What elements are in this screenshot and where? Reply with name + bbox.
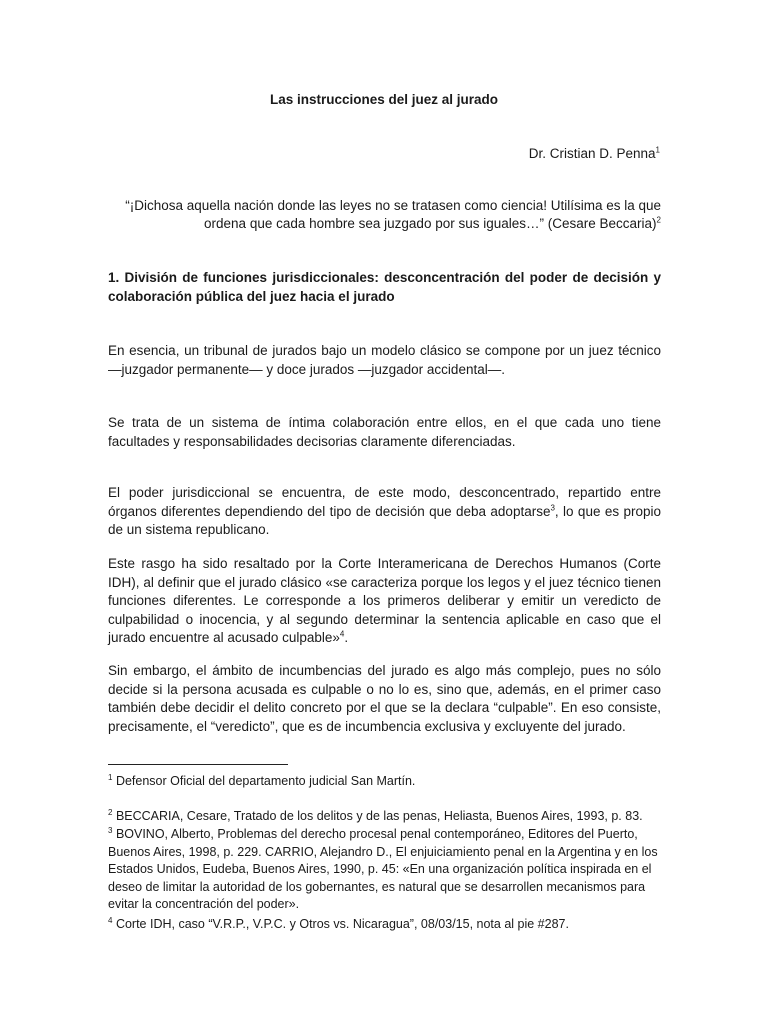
- footnote-number: 3: [108, 825, 113, 835]
- paragraph-tail: , lo que es propio de un sistema republicano.: [108, 503, 661, 537]
- paragraph-text: Sin embargo, el ámbito de incumbencias del jurado es algo más complejo, pues no sólo decide si la persona acusada es culpable o no lo es, sino que, además, en el primer caso también debe decidir el delito concreto por el que se la declara “culpable”. En eso consiste, precisamente, el “veredicto”, que es de incumbencia exclusiva y excluyente del jurado.: [108, 663, 661, 734]
- footnote-4: [108, 916, 661, 934]
- author-line: [529, 146, 660, 161]
- footnote-number: 1: [108, 772, 113, 782]
- paragraph-text: Este rasgo ha sido resaltado por la Corte Interamericana de Derechos Humanos (Corte IDH), al definir que el jurado clásico «se caracteriza porque los legos y el juez técnico tienen funciones diferentes. Le corresponde a los primeros deliberar y emitir un veredicto de culpabilidad o inocencia, y al segundo determinar la sentencia aplicable en caso que el jurado encuentre al acusado culpable»: [108, 556, 661, 645]
- footnote-ref-4[interactable]: 4: [339, 629, 345, 639]
- paragraph-3: [108, 484, 661, 540]
- footnote-number: 4: [108, 915, 113, 925]
- footnote-3: [108, 826, 661, 914]
- footnote-number: 2: [108, 807, 113, 817]
- footnote-text: BOVINO, Alberto, Problemas del derecho procesal penal contemporáneo, Editores del Puerto, Buenos Aires, 1998, p. 229. CARRIO, Alejandro D., El enjuiciamiento penal en la Argentina y en los Estados Unidos, Eudeba, Buenos Aires, 1990, p. 45: «En una organización política inspirada en el deseo de limitar la autoridad de los gobernantes, es natural que se desarrollen mecanismos para evitar la concentración del poder».: [108, 827, 658, 911]
- paragraph-5: [108, 662, 661, 736]
- paragraph-text: Se trata de un sistema de íntima colaboración entre ellos, en el que cada uno tiene facultades y responsabilidades decisorias claramente diferenciadas.: [108, 415, 661, 449]
- author-name: Dr. Cristian D. Penna: [528, 146, 656, 161]
- footnote-text: BECCARIA, Cesare, Tratado de los delitos y de las penas, Heliasta, Buenos Aires, 1993, p. 83.: [115, 809, 643, 823]
- paragraph-1: [108, 342, 661, 379]
- paragraph-2: [108, 414, 661, 451]
- paragraph-4: [108, 555, 661, 648]
- footnote-ref-2[interactable]: 2: [656, 215, 661, 225]
- footnote-ref-1[interactable]: 1: [655, 145, 660, 155]
- footnote-text: Defensor Oficial del departamento judicial San Martín.: [115, 774, 416, 788]
- epigraph-text: “¡Dichosa aquella nación donde las leyes no se tratasen como ciencia! Utilísima es la que ordena que cada hombre sea juzgado por sus iguales…” (Cesare Beccaria): [125, 198, 661, 231]
- footnote-1: [108, 773, 661, 791]
- section-heading: 1. División de funciones jurisdiccionales: desconcentración del poder de decisión y colaboración pública del juez hacia el jurado: [108, 270, 661, 304]
- epigraph-quote: [108, 197, 661, 233]
- footnote-text: Corte IDH, caso “V.R.P., V.P.C. y Otros vs. Nicaragua”, 08/03/15, nota al pie #287.: [115, 917, 569, 931]
- paragraph-text: En esencia, un tribunal de jurados bajo un modelo clásico se compone por un juez técnico —juzgador permanente— y doce jurados —juzgador accidental—.: [108, 343, 661, 377]
- paragraph-text: El poder jurisdiccional se encuentra, de este modo, desconcentrado, repartido entre órganos diferentes dependiendo del tipo de decisión que deba adoptarse: [108, 485, 661, 519]
- footnote-2: [108, 808, 661, 826]
- page-title: Las instrucciones del juez al jurado: [269, 92, 499, 107]
- footnote-ref-3[interactable]: 3: [550, 503, 555, 512]
- paragraph-tail: .: [344, 630, 349, 645]
- footnote-separator: [108, 764, 288, 765]
